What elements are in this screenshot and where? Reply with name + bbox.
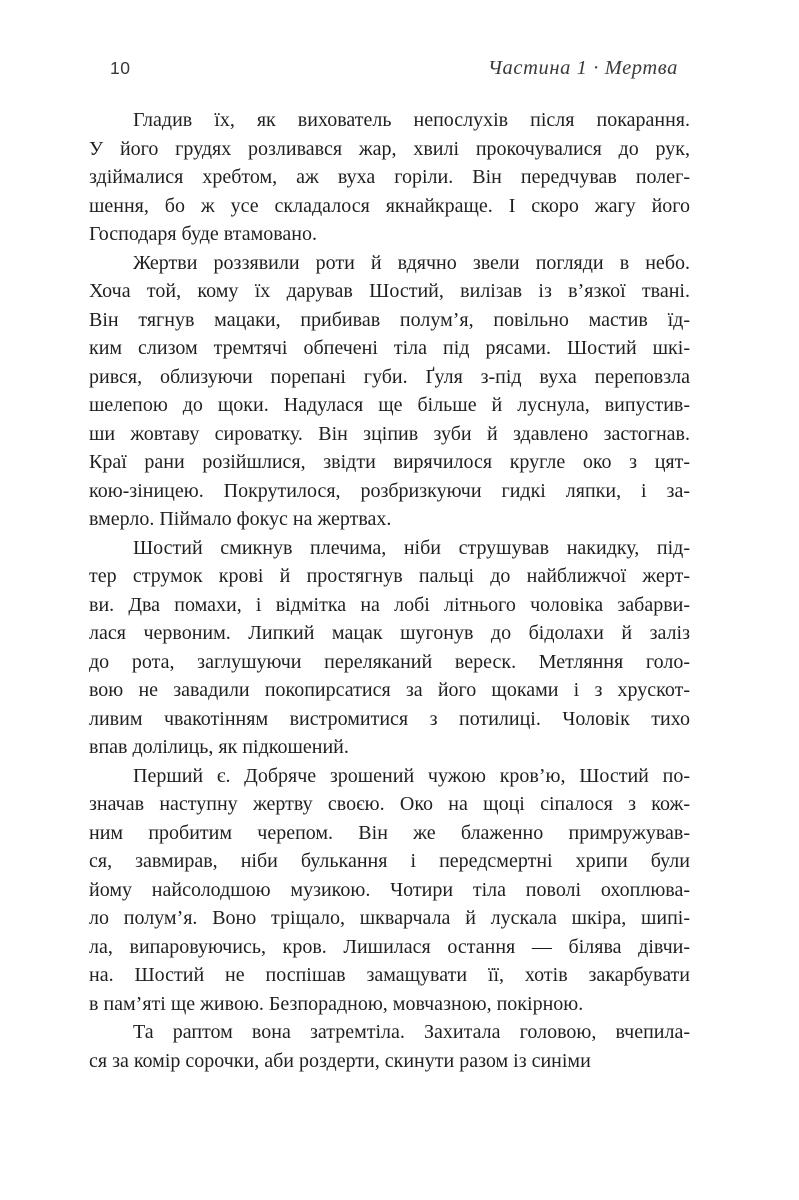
text-line: ся за комір сорочки, аби роздерти, скинути разом із синіми bbox=[89, 1049, 591, 1072]
text-line: в пам’яті ще живою. Безпорадною, мовчазною, покірною. bbox=[89, 992, 584, 1015]
text-line: Гладив їх, як вихователь непослухів після покарання. bbox=[133, 109, 690, 131]
text-line: ло полум’я. Воно тріщало, шкварчала й лускала шкіра, шипі- bbox=[89, 907, 690, 929]
text-line: тер струмок крові й простягнув пальці до найближчої жерт- bbox=[89, 565, 690, 587]
text-line: вмерло. Піймало фокус на жертвах. bbox=[89, 508, 392, 530]
text-line: Жертви роззявили роти й вдячно звели погляди в небо. bbox=[133, 251, 690, 274]
text-line: здіймалися хребтом, аж вуха горіли. Він передчував полег- bbox=[89, 166, 690, 188]
text-line: Перший є. Добряче зрошений чужою кров’ю, Шостий по- bbox=[133, 764, 690, 787]
text-line: Шостий смикнув плечима, ніби струшував накидку, під- bbox=[133, 536, 690, 559]
text-line: У його грудях розливався жар, хвилі прокочувалися до рук, bbox=[89, 137, 690, 160]
text-line: вою не завадили покопирсатися за його щоками і з хрускот- bbox=[89, 679, 690, 701]
text-line: Господаря буде втамовано. bbox=[89, 223, 317, 245]
text-line: ким слизом тремтячі обпечені тіла під рясами. Шостий шкі- bbox=[89, 337, 690, 359]
text-line: ливим чвакотінням вистромитися з потилиці. Чоловік тихо bbox=[89, 707, 690, 730]
text-line: ла, випаровуючись, кров. Лишилася остання — білява дівчи- bbox=[89, 935, 690, 958]
text-line: шелепою до щоки. Надулася ще більше й луснула, випустив- bbox=[89, 394, 690, 416]
text-line: Він тягнув мацаки, прибивав полум’я, повільно мастив їд- bbox=[89, 308, 690, 331]
text-line: Та раптом вона затремтіла. Захитала головою, вчепила- bbox=[133, 1021, 690, 1043]
text-line: ви. Два помахи, і відмітка на лобі літнього чоловіка забарви- bbox=[89, 593, 690, 616]
text-line: Хоча той, кому їх дарував Шостий, вилізав із в’язкої твані. bbox=[89, 280, 690, 302]
text-line: впав долілиць, як підкошений. bbox=[89, 736, 349, 758]
paragraph bbox=[89, 249, 690, 534]
page-body bbox=[89, 106, 690, 1075]
text-line: ся, завмирав, ніби булькання і передсмертні хрипи були bbox=[89, 850, 690, 872]
text-line: кою-зіницею. Покрутилося, розбризкуючи гидкі ляпки, і за- bbox=[89, 479, 690, 502]
paragraph bbox=[89, 762, 690, 1019]
text-line: на. Шостий не поспішав замащувати її, хотів закарбувати bbox=[89, 964, 690, 986]
text-line: Краї рани розійшлися, звідти вирячилося кругле око з цят- bbox=[89, 451, 690, 473]
text-line: йому найсолодшою музикою. Чотири тіла поволі охоплюва- bbox=[89, 878, 690, 901]
text-line: лася червоним. Липкий мацак шугонув до бідолахи й заліз bbox=[89, 622, 690, 644]
text-line: до рота, заглушуючи переляканий вереск. Метляння голо- bbox=[89, 650, 690, 673]
text-line: значав наступну жертву своєю. Око на щоці сіпалося з кож- bbox=[89, 793, 690, 815]
text-line: шення, бо ж усе складалося якнайкраще. І скоро жагу його bbox=[89, 194, 690, 217]
text-line: ним пробитим черепом. Він же блаженно примружував- bbox=[89, 821, 690, 844]
paragraph bbox=[89, 1018, 690, 1075]
running-header bbox=[110, 57, 678, 80]
text-line: рився, облизуючи порепані губи. Ґуля з-під вуха переповзла bbox=[89, 365, 690, 388]
running-head-title: Частина 1 · Мертва bbox=[487, 57, 678, 79]
text-line: ши жовтаву сироватку. Він зціпив зуби й здавлено застогнав. bbox=[89, 422, 690, 445]
page-number: 10 bbox=[110, 58, 131, 78]
paragraph bbox=[89, 106, 690, 249]
paragraph bbox=[89, 534, 690, 762]
